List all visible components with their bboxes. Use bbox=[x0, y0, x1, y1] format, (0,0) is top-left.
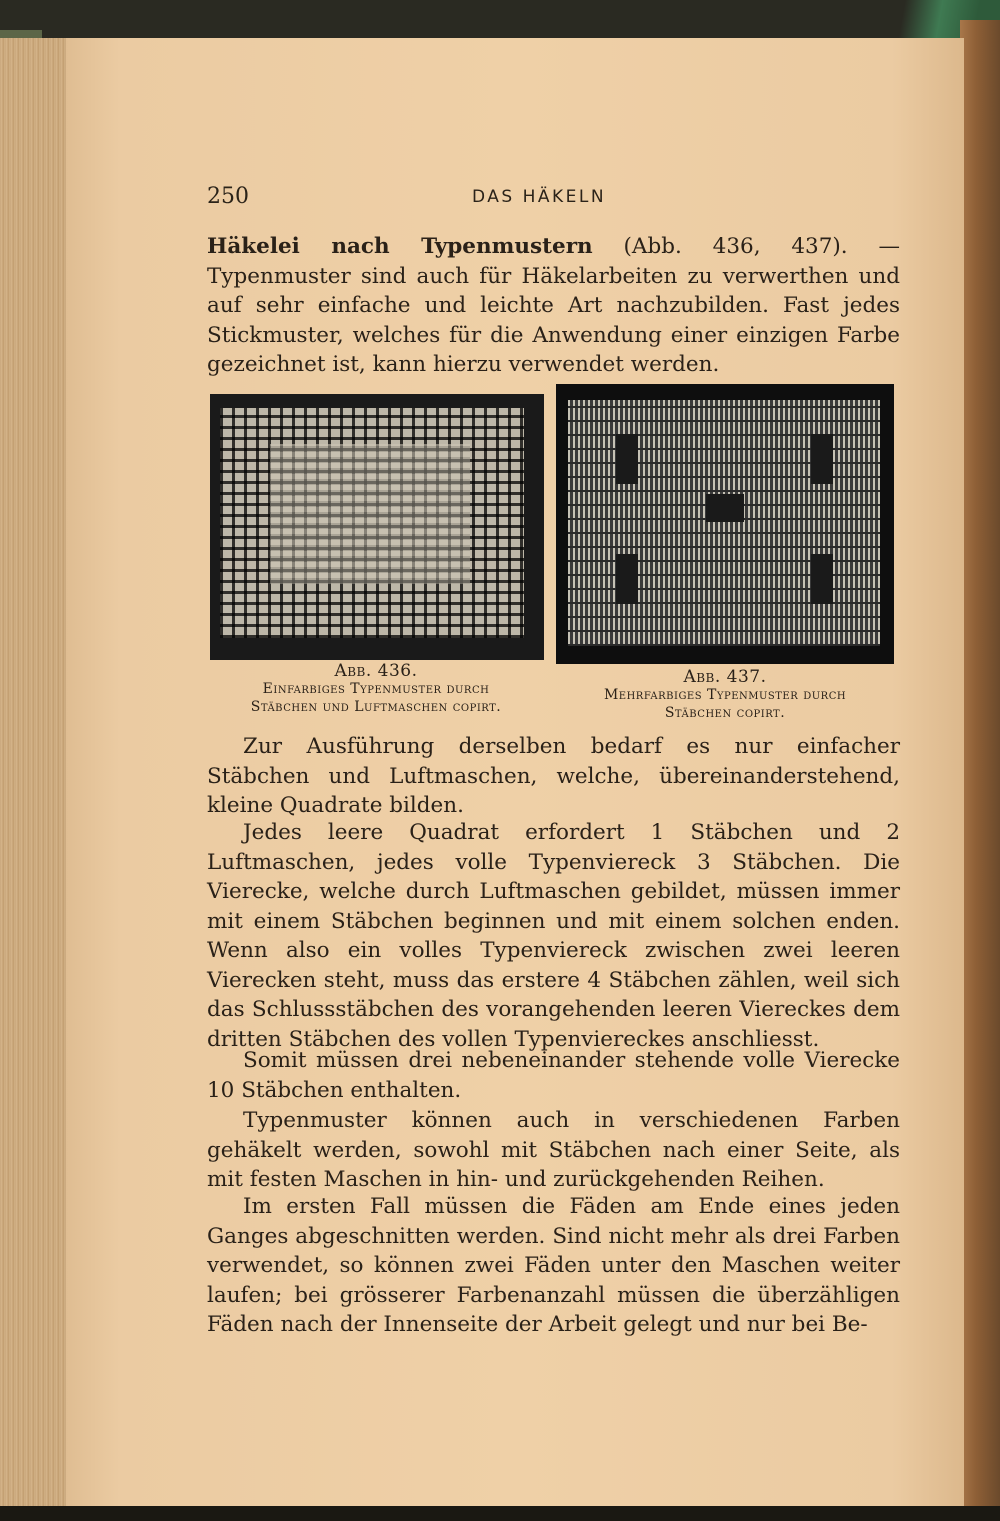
book-binding-right bbox=[960, 20, 1000, 1521]
section-heading: Häkelei nach Typenmustern bbox=[207, 234, 593, 259]
figure-437-caption-line2: Stäbchen copirt. bbox=[664, 705, 786, 721]
paragraph-4: Somit müssen drei nebeneinander stehende volle Vierecke 10 Stäbchen enthalten. bbox=[207, 1048, 900, 1103]
figure-437-caption-line1: Mehrfarbiges Typenmuster durch bbox=[603, 687, 847, 703]
book-bottom-edge bbox=[0, 1506, 1000, 1521]
paragraph-3: Jedes leere Quadrat erfordert 1 Stäbchen und 2 Luftmaschen, jedes volle Typenviereck 3 Stäbchen. Die Vierecke, welche durch Luftmaschen gebildet, müssen immer mit einem Stäbchen beginnen und mit einem solchen enden. Wenn also ein volles Typenviereck zwischen zwei leeren Vierecken steht, muss das erstere 4 Stäbchen zählen, weil sich das Schlussstäbchen des vorangehenden leeren Viereckes dem dritten Stäbchen des vollen Typenviereckes anschliesst. bbox=[207, 820, 900, 1052]
figure-436-caption bbox=[190, 662, 562, 716]
figure-437-image bbox=[556, 384, 894, 664]
paragraph-intro-text: (Abb. 436, 437). — Typenmuster sind auch für Häkelarbeiten zu verwerthen und auf sehr einfache und leichte Art nachzubilden. Fast jedes Stickmuster, welches für die Anwendung einer einzigen Farbe gezeichnet ist, kann hierzu verwendet werden. bbox=[207, 234, 900, 377]
book-cover-top bbox=[0, 0, 1000, 40]
figure-437-caption bbox=[540, 668, 910, 722]
crochet-filled-squares bbox=[270, 444, 470, 584]
pattern-motif bbox=[616, 434, 638, 484]
page-edges bbox=[0, 38, 74, 1508]
pattern-motif bbox=[811, 434, 833, 484]
paragraph-2: Zur Ausführung derselben bedarf es nur einfacher Stäbchen und Luftmaschen, welche, übereinanderstehend, kleine Quadrate bilden. bbox=[207, 734, 900, 818]
paragraph-6: Im ersten Fall müssen die Fäden am Ende eines jeden Ganges abgeschnitten werden. Sind nicht mehr als drei Farben verwendet, so können zwei Fäden unter den Maschen weiter laufen; bei grösserer Farbenanzahl müssen die überzähligen Fäden nach der Innenseite der Arbeit gelegt und nur bei Be- bbox=[207, 1194, 900, 1337]
figure-437-number: Abb. 437. bbox=[683, 667, 767, 687]
pattern-motif bbox=[811, 554, 833, 604]
running-title: DAS HÄKELN bbox=[472, 187, 607, 207]
paragraph-intro bbox=[207, 232, 900, 380]
figure-436-caption-line1: Einfarbiges Typenmuster durch bbox=[262, 681, 490, 697]
paragraph-5: Typenmuster können auch in verschiedenen Farben gehäkelt werden, sowohl mit Stäbchen nach einer Seite, als mit festen Maschen in hin- und zurückgehenden Reihen. bbox=[207, 1108, 900, 1192]
pattern-motif bbox=[616, 554, 638, 604]
figure-436-caption-line2: Stäbchen und Luftmaschen copirt. bbox=[250, 699, 502, 715]
page-number: 250 bbox=[207, 184, 249, 209]
crochet-multicolor-pattern bbox=[568, 400, 880, 646]
figure-436-image bbox=[210, 394, 544, 660]
figure-436-number: Abb. 436. bbox=[334, 661, 418, 681]
pattern-motif bbox=[706, 494, 744, 522]
